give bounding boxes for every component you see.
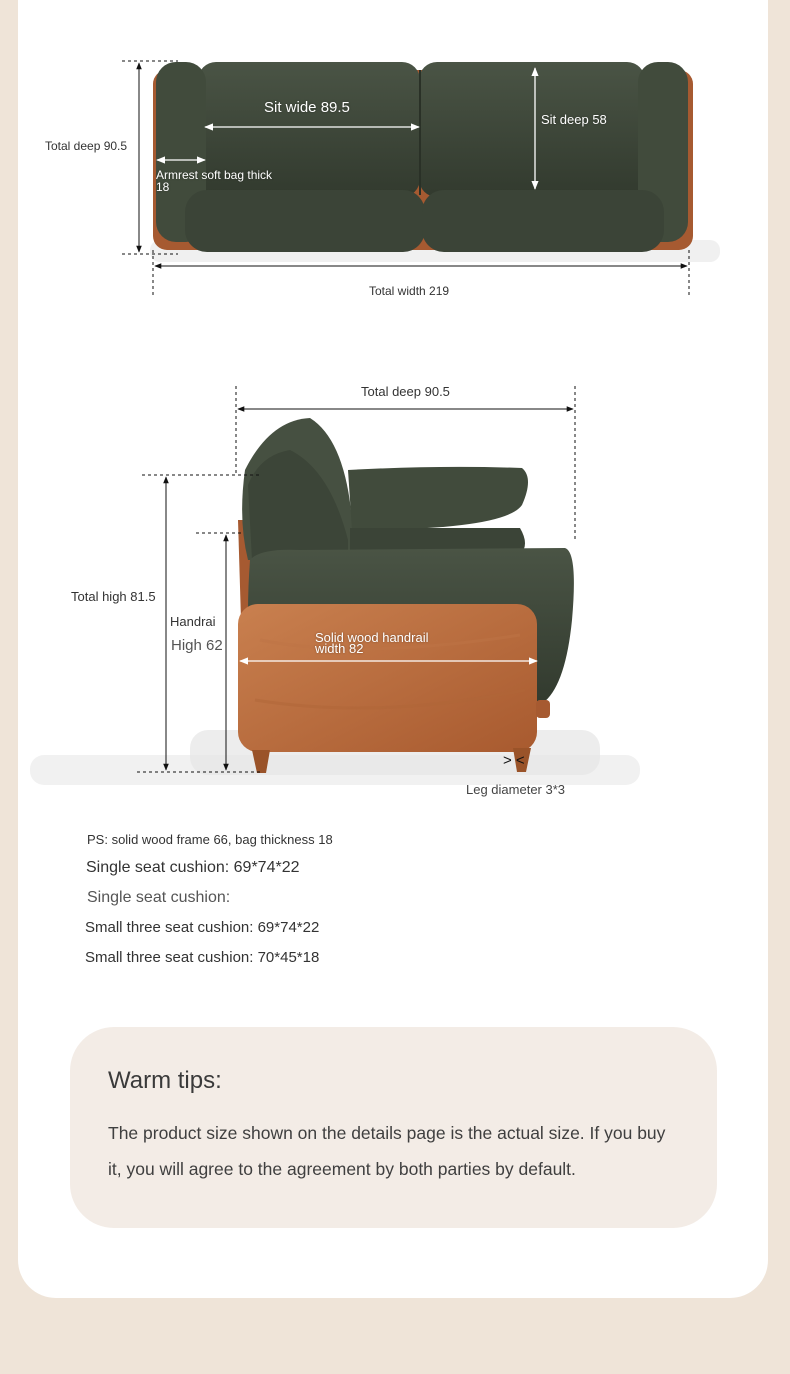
leg-diameter-label: Leg diameter 3*3 — [466, 782, 566, 797]
total-deep-label: Total deep 90.5 — [45, 139, 128, 153]
single-seat-cushion-2: Single seat cushion: — [87, 889, 231, 906]
armrest-thick-value: 18 — [156, 180, 170, 194]
small-three-seat-cushion-1: Small three seat cushion: 69*74*22 — [85, 919, 320, 936]
handrail-high-label: High 62 — [171, 637, 223, 654]
leg-marks: > < — [503, 752, 525, 769]
small-three-seat-cushion-2: Small three seat cushion: 70*45*18 — [85, 949, 320, 966]
single-seat-cushion-1: Single seat cushion: 69*74*22 — [86, 859, 300, 876]
total-high-label: Total high 81.5 — [71, 589, 156, 604]
sit-deep-label: Sit deep 58 — [541, 112, 607, 127]
sofa-front-view — [150, 62, 720, 262]
warm-tips-title: Warm tips: — [108, 1067, 222, 1094]
ps-note: PS: solid wood frame 66, bag thickness 18 — [87, 832, 333, 847]
side-total-deep-label: Total deep 90.5 — [361, 384, 450, 399]
wood-handrail-width: width 82 — [315, 641, 364, 656]
armrest-thick-label: Armrest soft bag thick — [156, 168, 273, 182]
total-width-label: Total width 219 — [369, 284, 450, 298]
sit-wide-label: Sit wide 89.5 — [264, 99, 350, 116]
wood-handrail-label: Solid wood handrail — [315, 630, 429, 645]
handrail-label: Handrai — [170, 614, 216, 629]
warm-tips-box — [70, 1027, 717, 1228]
warm-tips-body: The product size shown on the details page is the actual size. If you buy it, you will agree to the agreement by both parties by default. — [108, 1123, 666, 1179]
